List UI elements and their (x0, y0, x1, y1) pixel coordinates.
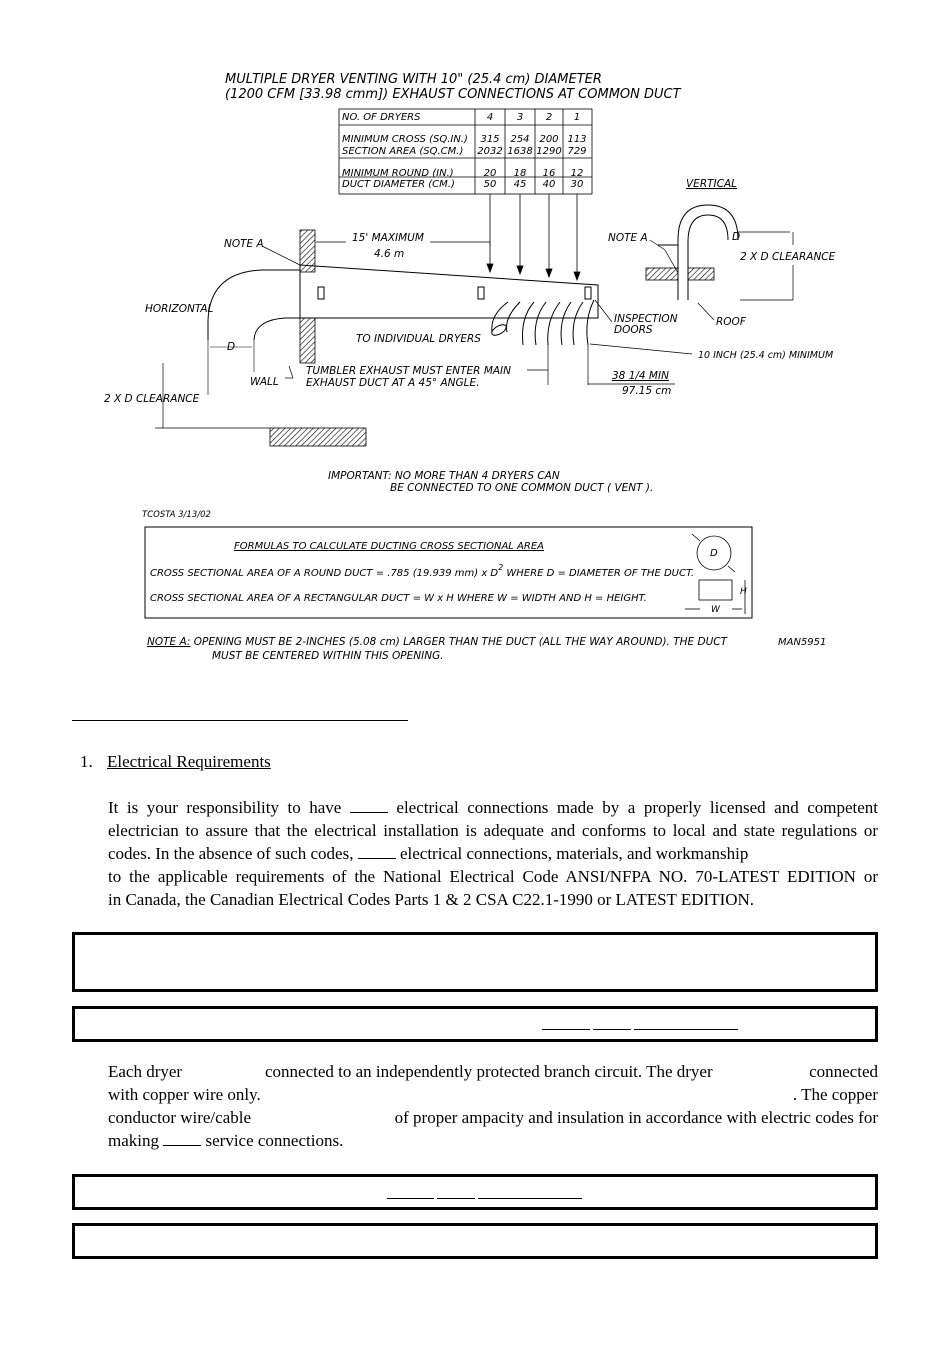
table-row-label: MINIMUM CROSS (SQ.IN.) (342, 134, 468, 145)
label-doors: DOORS (614, 324, 653, 336)
note-a-line2: MUST BE CENTERED WITHIN THIS OPENING. (212, 650, 444, 662)
notice-box-2 (72, 1006, 878, 1042)
table-cell: 16 (542, 168, 556, 179)
roof-hatch-right (688, 268, 714, 280)
formula-round: CROSS SECTIONAL AREA OF A ROUND DUCT = .785 (19.939 mm) x $D^2$ WHERE D = DIAMETER OF THE DUCT. (150, 563, 695, 579)
label-important-line2: BE CONNECTED TO ONE COMMON DUCT ( VENT ). (390, 482, 654, 494)
table-row-label: DUCT DIAMETER (CM.) (342, 179, 455, 190)
paragraph-responsibility (108, 796, 878, 911)
table-leader-lines (487, 194, 580, 280)
formulas-heading: FORMULAS TO CALCULATE DUCTING CROSS SECTIONAL AREA (234, 541, 544, 552)
notice-box-1 (72, 932, 878, 992)
underline-fragment (634, 1029, 738, 1030)
label-max-length-metric: 4.6 m (374, 248, 405, 260)
blank-field (163, 1131, 201, 1146)
table-cell: 315 (480, 134, 500, 145)
blank-field (350, 798, 388, 813)
note-a: NOTE A: OPENING MUST BE 2-INCHES (5.08 cm) LARGER THAN THE DUCT (ALL THE WAY AROUND). THE DUCT (147, 636, 728, 648)
formula-h-symbol: H (740, 587, 747, 597)
formula-w-symbol: W (711, 605, 720, 615)
dimension-lines (155, 232, 793, 428)
vertical-roof-exhaust (658, 205, 741, 300)
table-row-label: SECTION AREA (SQ.CM.) (342, 146, 464, 157)
label-to-individual: TO INDIVIDUAL DRYERS (356, 333, 481, 345)
label-ten-inch: 10 INCH (25.4 cm) MINIMUM (698, 350, 834, 361)
table-cell: 40 (542, 179, 556, 190)
main-exhaust-duct (300, 265, 598, 318)
paragraph-line: conductor wire/cable of proper ampacity and insulation in accordance with electric codes for (108, 1108, 878, 1127)
label-note-a-left: NOTE A (224, 238, 264, 250)
underline-fragment (387, 1198, 434, 1199)
section-number: 1. (80, 752, 93, 771)
underline-fragment (437, 1198, 475, 1199)
label-roof: ROOF (716, 316, 746, 328)
table-row-label: NO. OF DRYERS (342, 112, 421, 123)
label-clearance-left: 2 X D CLEARANCE (104, 393, 200, 405)
table-cell: 30 (570, 179, 584, 190)
table-cell: 254 (510, 134, 530, 145)
label-important-line1: IMPORTANT: NO MORE THAN 4 DRYERS CAN (328, 470, 560, 482)
paragraph-line: to the applicable requirements of the National Electrical Code ANSI/NFPA NO. 70-LATEST EDITION or (108, 867, 878, 886)
label-clearance-right: 2 X D CLEARANCE (740, 251, 836, 263)
table-cell: 1638 (507, 146, 533, 157)
label-min-spacing-metric: 97.15 cm (622, 385, 672, 397)
table-cell: 12 (570, 168, 584, 179)
underline-fragment (593, 1029, 631, 1030)
formula-d-symbol: D (710, 548, 718, 559)
table-cell: 113 (567, 134, 587, 145)
label-wall: WALL (250, 376, 279, 388)
section-divider (72, 720, 408, 721)
label-d-top: D (732, 231, 741, 243)
blank-field (358, 844, 396, 859)
table-cell: 200 (539, 134, 559, 145)
label-note-a-right: NOTE A (608, 232, 648, 244)
table-cell: 2 (545, 112, 553, 123)
label-author: TCOSTA 3/13/02 (142, 510, 211, 520)
section-heading (80, 752, 271, 772)
horizontal-elbow (208, 270, 300, 340)
table-cell: 2032 (477, 146, 503, 157)
label-min-spacing: 38 1/4 MIN (612, 370, 669, 382)
label-max-length: 15' MAXIMUM (352, 232, 424, 244)
table-row-label: MINIMUM ROUND (IN.) (342, 168, 454, 179)
table-cell: 18 (513, 168, 527, 179)
paragraph-branch-circuit (108, 1060, 878, 1152)
label-vertical: VERTICAL (686, 178, 737, 190)
table-cell: 45 (513, 179, 527, 190)
notice-box-4 (72, 1223, 878, 1259)
paragraph-line: electrician to assure that the electrical installation is adequate and conforms to local and state regulations or (108, 821, 878, 840)
diagram-title-line1: MULTIPLE DRYER VENTING WITH 10" (25.4 cm) DIAMETER (225, 72, 602, 87)
wall-hatch-lower (300, 318, 315, 363)
label-inspection: INSPECTION (614, 313, 678, 325)
notice-box-3 (72, 1174, 878, 1210)
formula-rect: CROSS SECTIONAL AREA OF A RECTANGULAR DUCT = W x H WHERE W = WIDTH AND H = HEIGHT. (150, 593, 647, 604)
paragraph-line: Each dryer connected to an independently protected branch circuit. The dryer connected (108, 1062, 878, 1081)
paragraph-line: codes. In the absence of such codes, electrical connections, materials, and workmanship (108, 844, 749, 863)
roof-hatch-left (646, 268, 678, 280)
paragraph-line: with copper wire only. . The copper (108, 1085, 878, 1104)
table-cell: 729 (567, 146, 587, 157)
paragraph-line: in Canada, the Canadian Electrical Codes Parts 1 & 2 CSA C22.1-1990 or LATEST EDITION. (108, 890, 755, 909)
paragraph-line: making service connections. (108, 1131, 344, 1150)
section-title: Electrical Requirements (107, 752, 271, 771)
label-tumbler-line1: TUMBLER EXHAUST MUST ENTER MAIN (306, 365, 512, 377)
table-cell: 50 (483, 179, 497, 190)
diagram-title-line2: (1200 CFM [33.98 cmm]) EXHAUST CONNECTIONS AT COMMON DUCT (225, 87, 681, 102)
underline-fragment (542, 1029, 590, 1030)
label-d-left: D (227, 341, 236, 353)
table-cell: 3 (516, 112, 524, 123)
doc-code: MAN5951 (778, 637, 827, 648)
table-cell: 20 (483, 168, 497, 179)
dryer-inlet-pipes (490, 300, 594, 345)
label-horizontal: HORIZONTAL (145, 303, 214, 315)
floor-hatch (270, 428, 366, 446)
paragraph-line: It is your responsibility to have electrical connections made by a properly licensed and competent (108, 798, 879, 817)
underline-fragment (478, 1198, 582, 1199)
label-tumbler-line2: EXHAUST DUCT AT A 45° ANGLE. (306, 377, 480, 389)
table-cell: 4 (486, 112, 494, 123)
table-cell: 1290 (536, 146, 562, 157)
table-cell: 1 (573, 112, 581, 123)
